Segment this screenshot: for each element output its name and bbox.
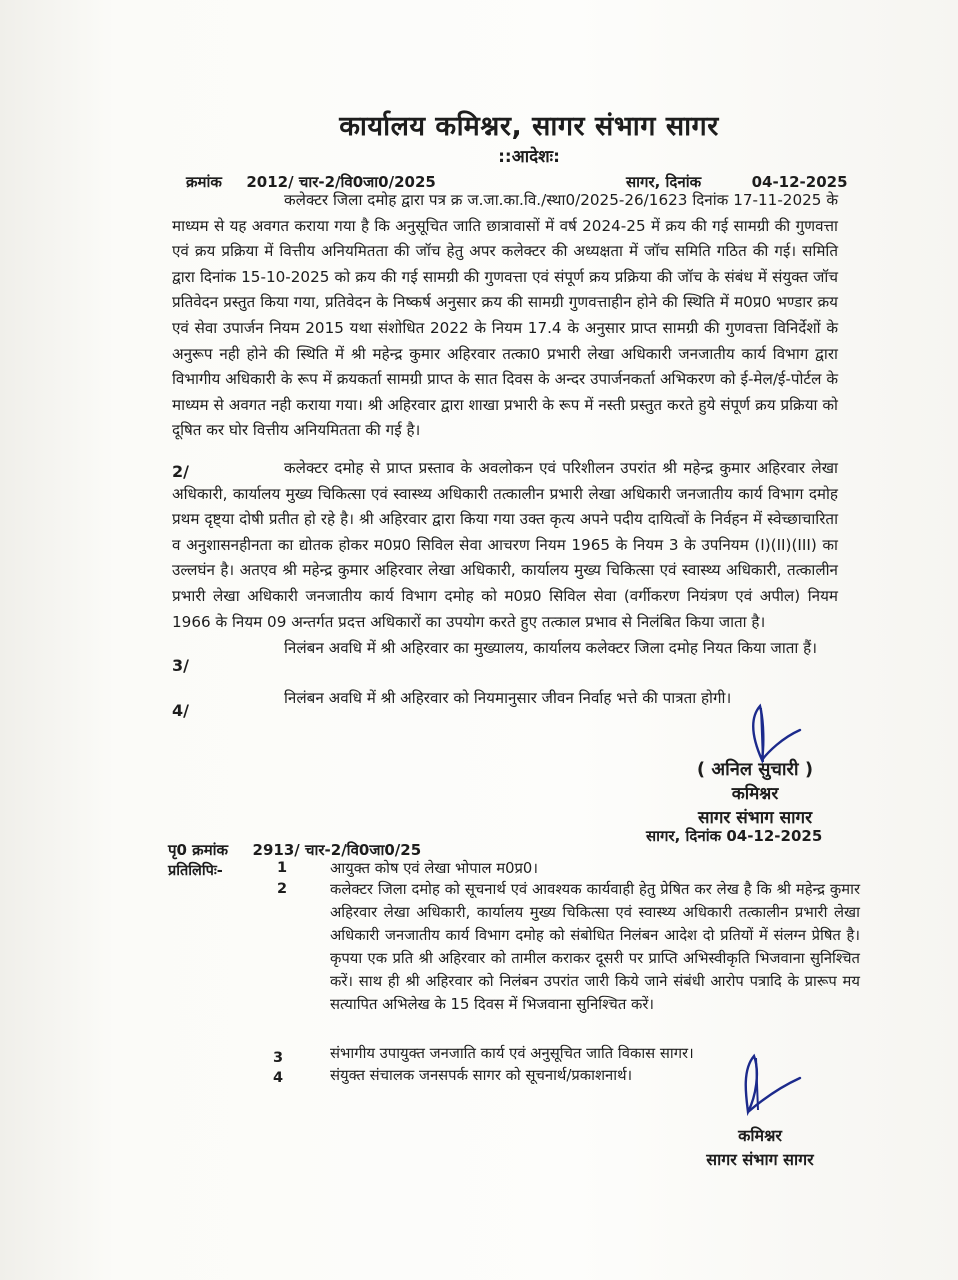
copy-2-text: कलेक्टर जिला दमोह को सूचनार्थ एवं आवश्यक कार्यवाही हेतु प्रेषित कर लेख है कि श्री महेन्द्र कुमार अहिरवार लेखा अधिकारी, कार्यालय मुख्य चिकित्सा एवं स्वास्थ्य अधिकारी तत्कालीन प्रभारी लेखा अधिकारी जनजातीय कार्य विभाग दमोह को संबोधित निलंबन आदेश दो प्रतियों में संलग्न प्रेषित है। कृपया एक प्रति श्री अहिरवार को तामील कराकर दूसरी पर प्राप्ति अभिस्वीकृति भिजवाना सुनिश्चित करें। साथ ही श्री अहिरवार को निलंबन उपरांत जारी किये जाने संबंधी आरोप पत्रादि के प्रारूप मय सत्यापित अभिलेख के 15 दिवस में भिजवाना सुनिश्चित करें। <box>330 881 860 1013</box>
paragraph-2 <box>172 456 838 635</box>
office-title: कार्यालय कमिश्नर, सागर संभाग सागर <box>339 111 719 142</box>
footer-signatory-designation: कमिश्नर <box>738 1126 782 1145</box>
paragraph-2-number: 2/ <box>172 462 189 481</box>
copy-2-number: 2 <box>277 881 288 897</box>
signatory-block <box>660 758 850 830</box>
order-heading: ::आदेशः: <box>498 147 560 167</box>
endorsement-date: सागर, दिनांक 04-12-2025 <box>646 827 823 845</box>
paragraph-3 <box>172 636 838 662</box>
endorsement-number-value: 2913/ चार-2/वि0जा0/25 <box>252 841 422 859</box>
copy-3-number: 3 <box>273 1050 284 1066</box>
copy-3-text: संभागीय उपायुक्त जनजाति कार्य एवं अनुसूचित जाति विकास सागर। <box>330 1045 694 1062</box>
paragraph-4-text: निलंबन अवधि में श्री अहिरवार को नियमानुसार जीवन निर्वाह भत्ते की पात्रता होगी। <box>284 689 732 707</box>
footer-signatory-block <box>672 1124 848 1172</box>
signatory-name: ( अनिल सुचारी ) <box>696 759 814 780</box>
copy-to-label: प्रतिलिपिः- <box>168 863 223 879</box>
signatory-office: सागर संभाग सागर <box>697 808 813 828</box>
paragraph-3-number: 3/ <box>172 656 189 675</box>
paragraph-4-number: 4/ <box>172 701 189 720</box>
copy-4-number: 4 <box>273 1070 284 1086</box>
copy-1-number: 1 <box>277 860 288 876</box>
paragraph-1-text: कलेक्टर जिला दमोह द्वारा पत्र क्र ज.जा.का.वि./स्था0/2025-26/1623 दिनांक 17-11-2025 के माध्यम से यह अवगत कराया गया है कि अनुसूचित जाति छात्रावासों में वर्ष 2024-25 में क्रय की गई सामग्री की गुणवत्ता एवं क्रय प्रक्रिया में वित्तीय अनियमितता की जॉच हेतु अपर कलेक्टर की अध्यक्षता में जॉच समिति गठित की गई। समिति द्वारा दिनांक 15-10-2025 को क्रय की गई सामग्री की गुणवत्ता एवं संपूर्ण क्रय प्रक्रिया की जॉच के संबंध में संयुक्त जॉच प्रतिवेदन प्रस्तुत किया गया, प्रतिवेदन के निष्कर्ष अनुसार क्रय की सामग्री गुणवत्ताहीन होने की स्थिति में म0प्र0 भण्डार क्रय एवं सेवा उपार्जन नियम 2015 यथा संशोधित 2022 के नियम 17.4 के अनुसार प्राप्त सामग्री की गुणवत्ता विनिर्देशों के अनुरूप नही होने की स्थिति में श्री महेन्द्र कुमार अहिरवार तत्का0 प्रभारी लेखा अधिकारी जनजातीय कार्य विभाग द्वारा विभागीय अधिकारी के रूप में क्रयकर्ता सामग्री प्राप्त के सात दिवस के अन्दर उपार्जनकर्ता अभिकरण को ई-मेल/ई-पोर्टल के माध्यम से अवगत नही कराया गया। श्री अहिरवार द्वारा शाखा प्रभारी के रूप में नस्ती प्रस्तुत करते हुये संपूर्ण क्रय प्रक्रिया को दूषित कर घोर वित्तीय अनियमितता की गई है। <box>172 191 838 440</box>
paragraph-3-text: निलंबन अवधि में श्री अहिरवार का मुख्यालय, कार्यालय कलेक्टर जिला दमोह नियत किया जाता हैं। <box>284 639 817 657</box>
signatory-designation: कमिश्नर <box>731 784 779 804</box>
place-date-label: सागर, दिनांक <box>626 173 702 191</box>
copy-4-text: संयुक्त संचालक जनसपर्क सागर को सूचनार्थ/प्रकाशनार्थ। <box>330 1067 633 1084</box>
order-number-label: क्रमांक <box>186 173 222 191</box>
order-number-value: 2012/ चार-2/वि0जा0/2025 <box>246 173 436 191</box>
paragraph-2-text: कलेक्टर दमोह से प्राप्त प्रस्ताव के अवलोकन एवं परिशीलन उपरांत श्री महेन्द्र कुमार अहिरवार लेखा अधिकारी, कार्यालय मुख्य चिकित्सा एवं स्वास्थ्य अधिकारी तत्कालीन प्रभारी लेखा अधिकारी जनजातीय कार्य विभाग दमोह प्रथम दृष्ट्या दोषी प्रतीत हो रहे है। श्री अहिरवार द्वारा किया गया उक्त कृत्य अपने पदीय दायित्वों के निर्वहन में स्वेच्छाचारिता व अनुशासनहीनता का द्योतक होकर म0प्र0 सिविल सेवा आचरण नियम 1965 के नियम 3 के उपनियम (I)(II)(III) का उल्लघंन है। अतएव श्री महेन्द्र कुमार अहिरवार लेखा अधिकारी, कार्यालय मुख्य चिकित्सा एवं स्वास्थ्य अधिकारी, तत्कालीन प्रभारी लेखा अधिकारी जनजातीय कार्य विभाग दमोह को म0प्र0 सिविल सेवा (वर्गीकरण नियंत्रण एवं अपील) नियम 1966 के नियम 09 अन्तर्गत प्रदत्त अधिकारों का उपयोग करते हुए तत्काल प्रभाव से निलंबित किया जाता है। <box>172 459 838 631</box>
paragraph-1 <box>172 188 838 444</box>
footer-signatory-office: सागर संभाग सागर <box>706 1150 814 1169</box>
endorsement-number-label: पृ0 क्रमांक <box>168 841 229 859</box>
copy-1-text: आयुक्त कोष एवं लेखा भोपाल म0प्र0। <box>330 860 538 877</box>
commissioner-signature-2-icon <box>736 1052 806 1122</box>
order-date-value: 04-12-2025 <box>751 173 848 191</box>
